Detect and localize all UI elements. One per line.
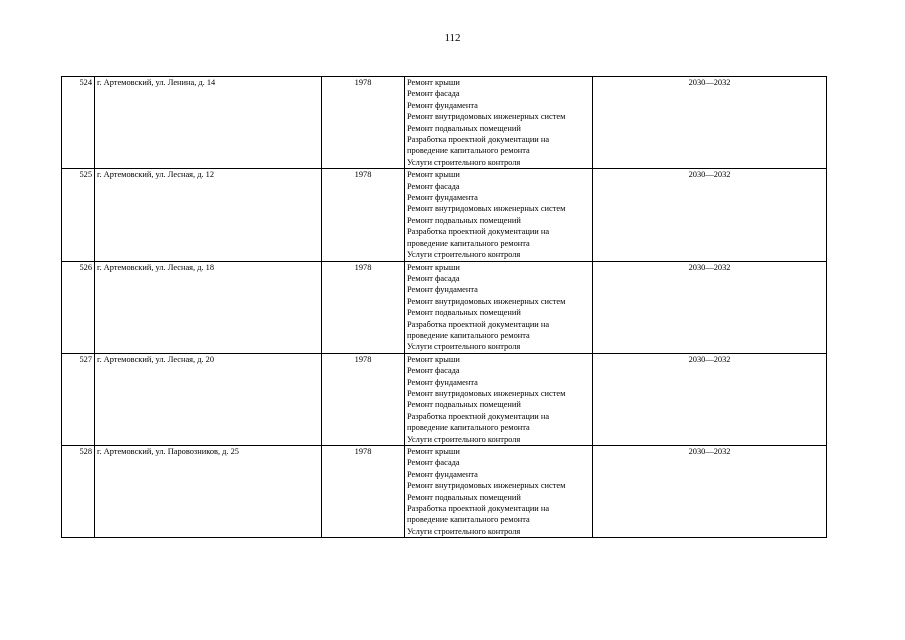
work-item: Ремонт фасада (407, 89, 460, 99)
work-item: Ремонт внутридомовых инженерных систем (407, 112, 566, 122)
address-cell: г. Артемовский, ул. Ленина, д. 14 (95, 77, 322, 169)
work-item: Ремонт крыши (407, 354, 460, 364)
work-item: Разработка проектной документации на (407, 135, 550, 145)
row-number-cell: 524 (62, 77, 95, 169)
work-item: Ремонт фасада (407, 366, 460, 376)
address-cell: г. Артемовский, ул. Лесная, д. 12 (95, 169, 322, 261)
work-item: Ремонт внутридомовых инженерных систем (407, 388, 566, 398)
work-item: Ремонт внутридомовых инженерных систем (407, 296, 566, 306)
repair-period-cell: 2030—2032 (593, 169, 827, 261)
work-item: Разработка проектной документации на (407, 319, 550, 329)
year-built-cell: 1978 (322, 261, 405, 353)
work-item: Ремонт фасада (407, 273, 460, 283)
row-number-cell: 525 (62, 169, 95, 261)
table-row (62, 169, 827, 261)
work-item: Ремонт подвальных помещений (407, 308, 521, 318)
repair-schedule-table (61, 76, 827, 538)
table-row (62, 446, 827, 538)
works-list-cell (405, 353, 593, 445)
row-number-cell: 526 (62, 261, 95, 353)
work-item: проведение капитального ремонта (407, 423, 530, 433)
work-item: Ремонт крыши (407, 262, 460, 272)
table-row (62, 77, 827, 169)
work-item: проведение капитального ремонта (407, 146, 530, 156)
work-item: проведение капитального ремонта (407, 515, 530, 525)
work-item: Разработка проектной документации на (407, 411, 550, 421)
work-item: Ремонт подвальных помещений (407, 215, 521, 225)
works-list-cell (405, 169, 593, 261)
work-item: Ремонт крыши (407, 170, 460, 180)
row-number-cell: 528 (62, 446, 95, 538)
work-item: Ремонт подвальных помещений (407, 492, 521, 502)
repair-period-cell: 2030—2032 (593, 353, 827, 445)
work-item: Ремонт фундамента (407, 469, 478, 479)
work-item: Ремонт внутридомовых инженерных систем (407, 204, 566, 214)
address-cell: г. Артемовский, ул. Лесная, д. 18 (95, 261, 322, 353)
works-list-cell (405, 77, 593, 169)
work-item: Ремонт фундамента (407, 193, 478, 203)
year-built-cell: 1978 (322, 77, 405, 169)
works-list-cell (405, 261, 593, 353)
table-body (62, 77, 827, 538)
row-number-cell: 527 (62, 353, 95, 445)
year-built-cell: 1978 (322, 169, 405, 261)
address-cell: г. Артемовский, ул. Паровозников, д. 25 (95, 446, 322, 538)
works-list-cell (405, 446, 593, 538)
work-item: Ремонт фасада (407, 181, 460, 191)
work-item: Услуги строительного контроля (407, 250, 521, 260)
work-item: Ремонт фасада (407, 458, 460, 468)
year-built-cell: 1978 (322, 446, 405, 538)
work-item: проведение капитального ремонта (407, 238, 530, 248)
work-item: Ремонт фундамента (407, 377, 478, 387)
work-item: Разработка проектной документации на (407, 504, 550, 514)
work-item: Услуги строительного контроля (407, 526, 521, 536)
work-item: Ремонт фундамента (407, 285, 478, 295)
work-item: проведение капитального ремонта (407, 330, 530, 340)
address-cell: г. Артемовский, ул. Лесная, д. 20 (95, 353, 322, 445)
work-item: Услуги строительного контроля (407, 157, 521, 167)
work-item: Разработка проектной документации на (407, 227, 550, 237)
table-row (62, 353, 827, 445)
repair-period-cell: 2030—2032 (593, 77, 827, 169)
work-item: Ремонт внутридомовых инженерных систем (407, 481, 566, 491)
work-item: Услуги строительного контроля (407, 434, 521, 444)
year-built-cell: 1978 (322, 353, 405, 445)
work-item: Ремонт крыши (407, 447, 460, 456)
repair-period-cell: 2030—2032 (593, 446, 827, 538)
work-item: Услуги строительного контроля (407, 342, 521, 352)
repair-period-cell: 2030—2032 (593, 261, 827, 353)
page-number: 112 (444, 32, 461, 44)
table-row (62, 261, 827, 353)
work-item: Ремонт крыши (407, 78, 460, 87)
work-item: Ремонт подвальных помещений (407, 400, 521, 410)
work-item: Ремонт фундамента (407, 100, 478, 110)
work-item: Ремонт подвальных помещений (407, 123, 521, 133)
